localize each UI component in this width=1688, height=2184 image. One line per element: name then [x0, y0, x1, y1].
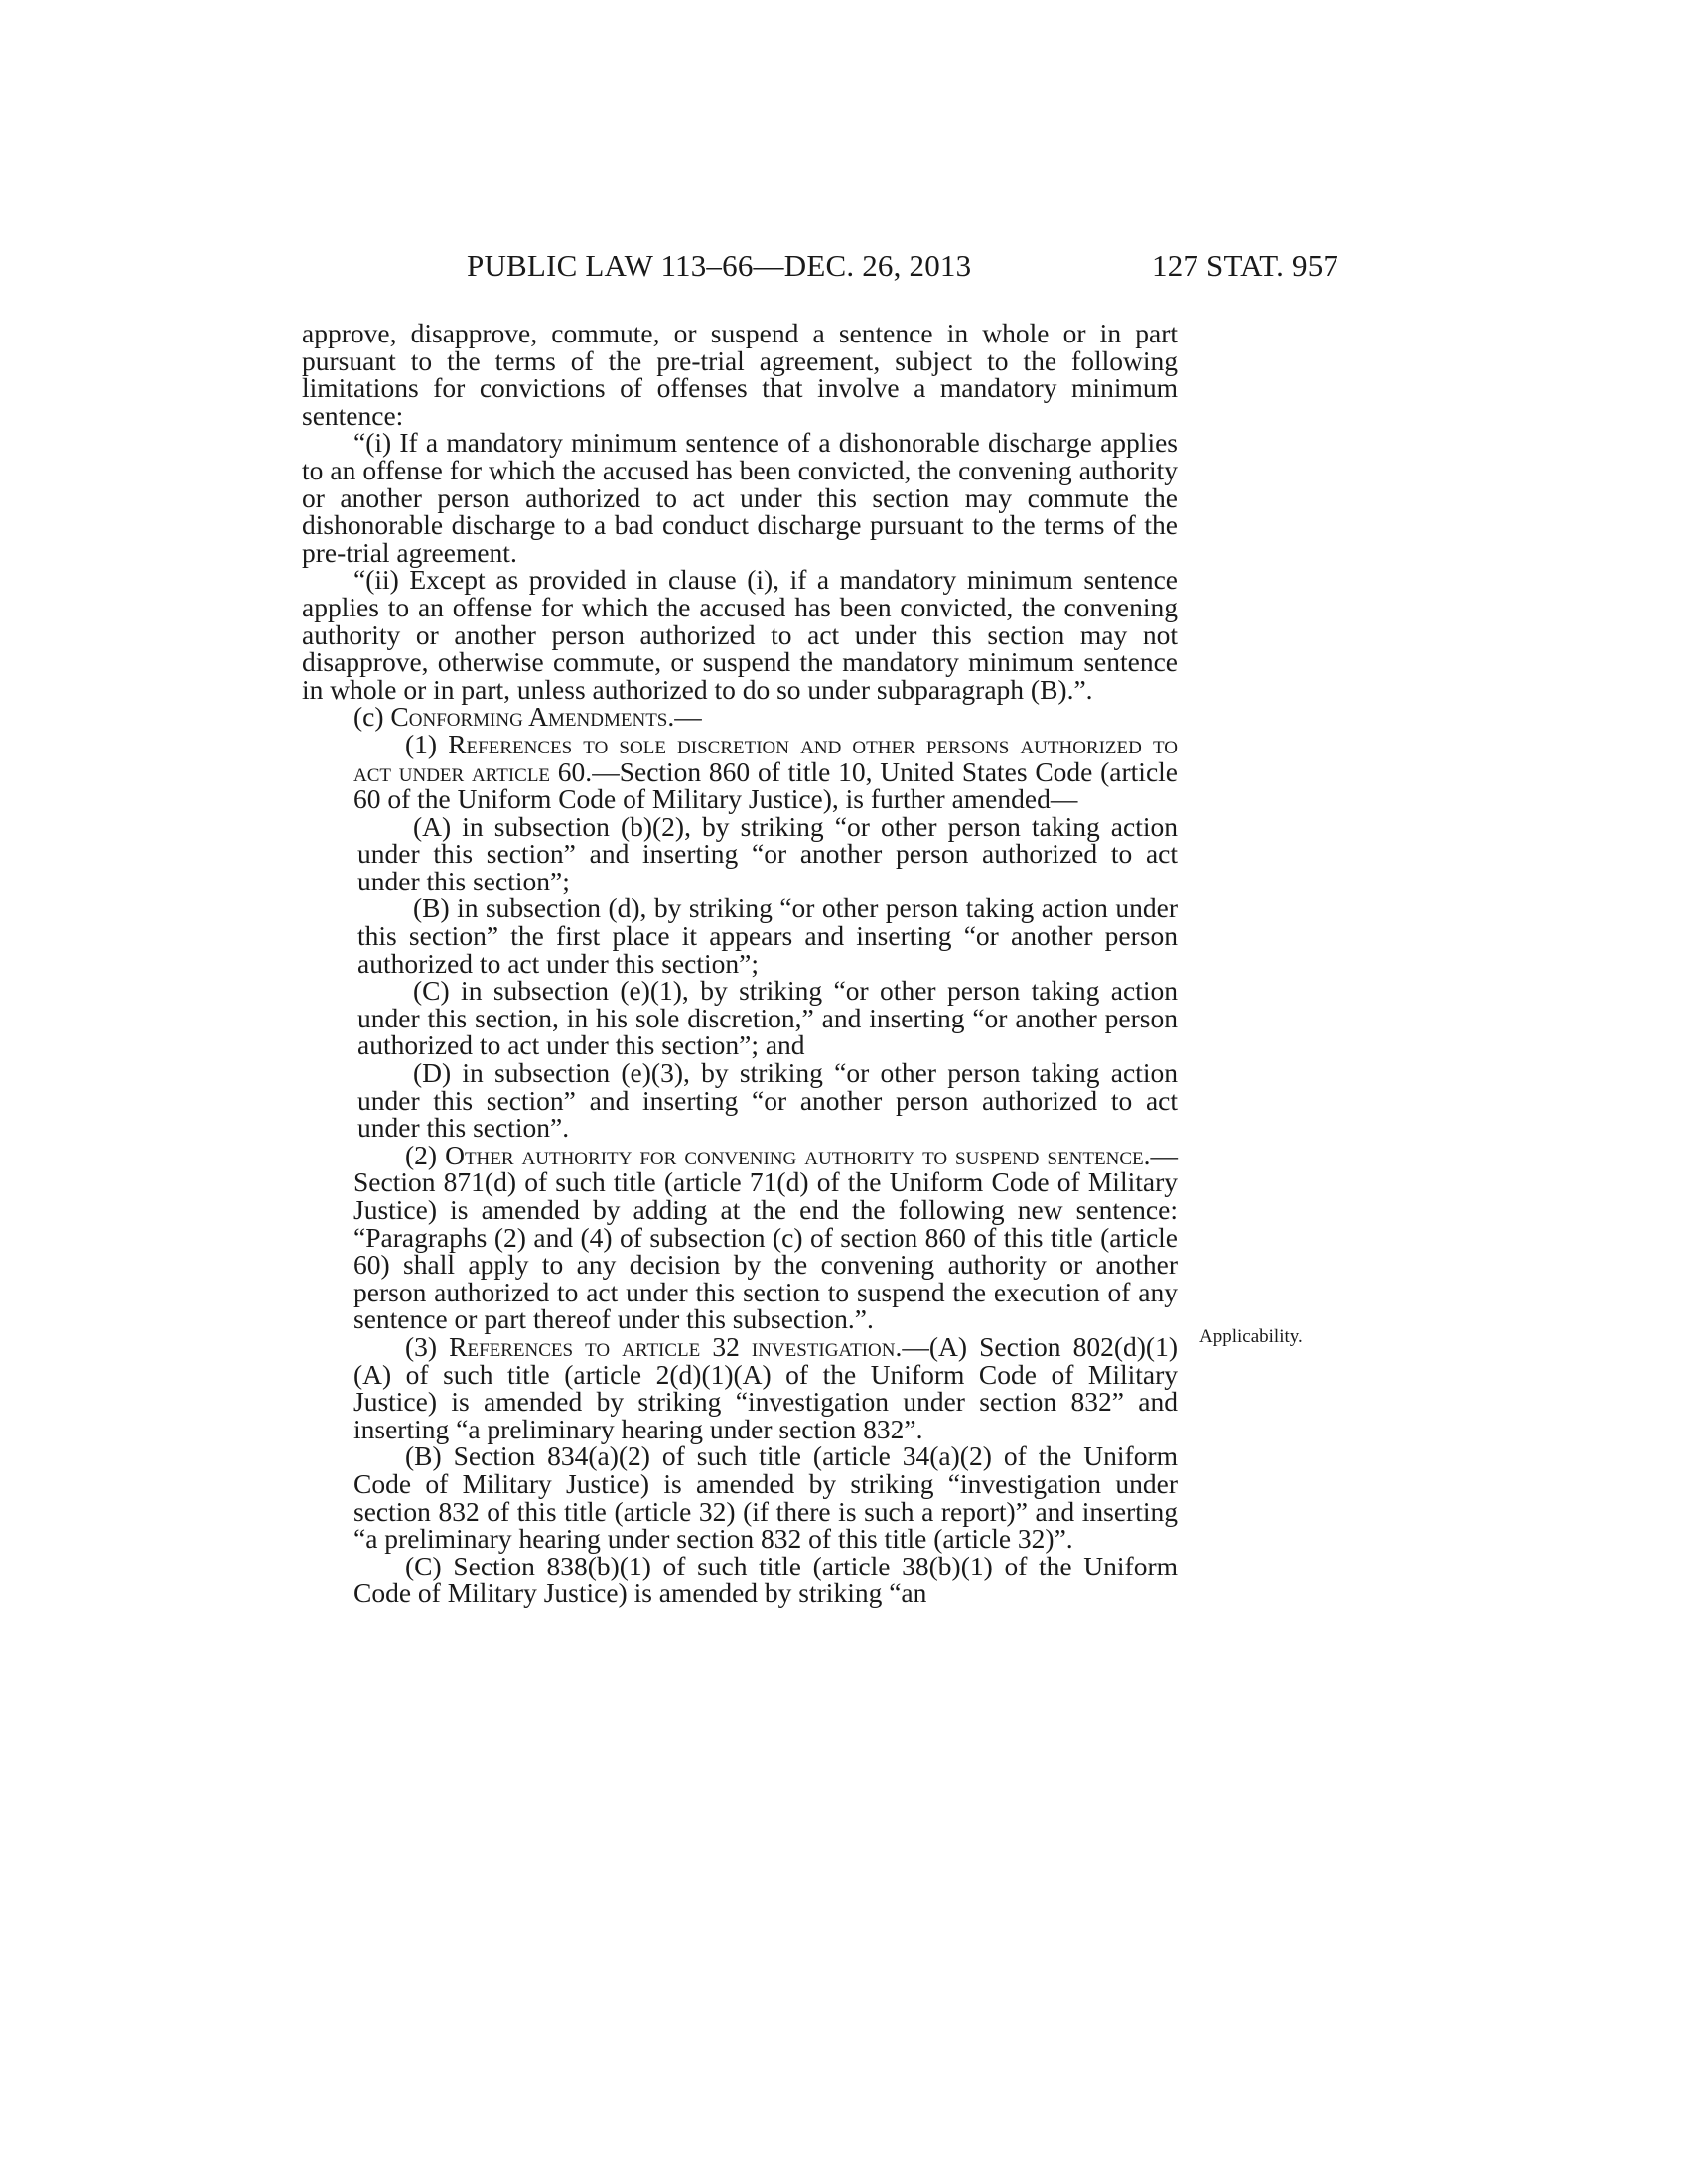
paragraph-3-prefix: (3) — [405, 1330, 450, 1362]
subsection-c-heading — [302, 703, 1178, 731]
margin-note-applicability: Applicability. — [1199, 1326, 1303, 1347]
paragraph-1-text: —Section 860 of title 10, United States Code (article 60 of the Uniform Code of Military Justice), is further amended— — [353, 755, 1179, 815]
paragraph-3-heading: References to article 32 investigation. — [449, 1330, 903, 1362]
subparagraph-c: (C) in subsection (e)(1), by striking “or other person taking action under this section, in his sole discretion,” and inserting “or another person authorized to act under this section”; and — [357, 975, 1178, 1061]
subsection-c-prefix: (c) — [353, 701, 391, 733]
statute-body — [302, 320, 1178, 1607]
paragraph-3 — [302, 1330, 1178, 1444]
paragraph-2-heading: Other authority for convening authority to suspend sentence. — [445, 1139, 1151, 1170]
subparagraph-d: (D) in subsection (e)(3), by striking “or other person taking action under this section” and inserting “or another person authorized to act under this section”. — [357, 1057, 1178, 1144]
clause-i: “(i) If a mandatory minimum sentence of a dishonorable discharge applies to an offense for which the accused has been convicted, the convening authority or another person authorized to act under this section may commute the dishonorable discharge to a bad conduct discharge pursuant to the terms of the pre-trial agreement. — [302, 427, 1178, 568]
paragraph-2-text: —Section 871(d) of such title (article 71(d) of the Uniform Code of Military Justice) is amended by adding at the end the following new sentence: “Paragraphs (2) and (4) of subsection (c) of section 860 of this title (article 60) shall apply to any decision by the convening authority or another person authorized to act under this section to suspend the execution of any sentence or part thereof under this subsection.”. — [353, 1139, 1178, 1335]
subparagraph-a: (A) in subsection (b)(2), by striking “or other person taking action under this section” and inserting “or another person authorized to act under this section”; — [357, 810, 1178, 896]
clause-ii: “(ii) Except as provided in clause (i), if a mandatory minimum sentence applies to an offense for which the accused has been convicted, the convening authority or another person authorized to act under this section may not disapprove, otherwise commute, or suspend the mandatory minimum sentence in whole or in part, unless authorized to do so under subparagraph (B).”. — [302, 564, 1178, 705]
paragraph-3-c: (C) Section 838(b)(1) of such title (article 38(b)(1) of the Uniform Code of Military Justice) is amended by striking “an — [353, 1550, 1178, 1609]
statute-page-number: 127 STAT. 957 — [1152, 248, 1339, 283]
paragraph-3-b: (B) Section 834(a)(2) of such title (article 34(a)(2) of the Uniform Code of Military Justice) is amended by striking “investigation under section 832 of this title (article 32) (if there is such a report)” and inserting “a preliminary hearing under section 832 of this title (article 32)”. — [353, 1440, 1178, 1555]
paragraph-2-prefix: (2) — [405, 1139, 446, 1170]
paragraph-1-heading: References to sole discretion and other persons authorized to act under article 60. — [353, 728, 1178, 787]
subparagraph-b: (B) in subsection (d), by striking “or other person taking action under this section” the first place it appears and inserting “or another person authorized to act under this section”; — [357, 892, 1178, 979]
paragraph-1 — [302, 728, 1179, 815]
subsection-c-title: Conforming Amendments.— — [390, 701, 702, 733]
paragraph-3-text: —(A) Section 802(d)(1)(A) of such title (article 2(d)(1)(A) of the Uniform Code of Military Justice) is amended by striking “investigation under section 832” and inserting “a preliminary hearing under section 832”. — [353, 1330, 1178, 1444]
paragraph-continuation: approve, disapprove, commute, or suspend a sentence in whole or in part pursuant to the terms of the pre-trial agreement, subject to the following limitations for convictions of offenses that involve a mandatory minimum sentence: — [302, 318, 1178, 431]
paragraph-2 — [302, 1139, 1178, 1335]
paragraph-1-prefix: (1) — [405, 728, 449, 759]
running-head-title: PUBLIC LAW 113–66—DEC. 26, 2013 — [467, 248, 972, 283]
